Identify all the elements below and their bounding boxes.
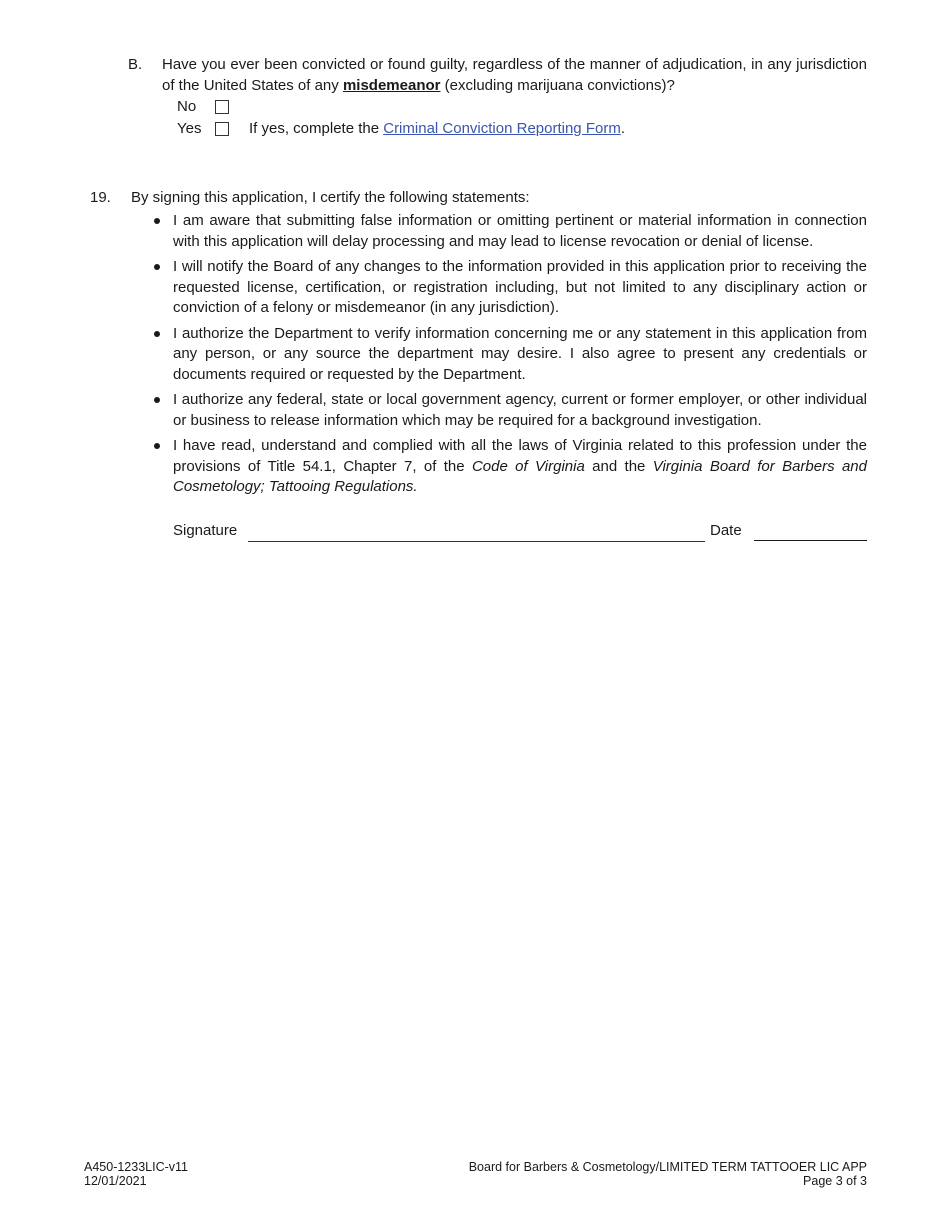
question-19-intro: By signing this application, I certify the following statements: — [131, 189, 530, 206]
certification-text: I will notify the Board of any changes to the information provided in this application prior to receiving the requested license, certification, or registration including, but not limited to any disciplinary action or conviction of a felony or misdemeanor (in any jurisdiction). — [173, 258, 867, 316]
certification-item — [152, 436, 867, 498]
option-no-row — [177, 97, 229, 117]
bullet-icon — [154, 331, 160, 337]
question-b-emphasis: misdemeanor — [342, 76, 441, 94]
footer-left — [84, 1160, 188, 1188]
bullet-icon — [154, 397, 160, 403]
certification-item — [152, 211, 867, 252]
bullet-icon — [154, 443, 160, 449]
footer-right — [450, 1160, 867, 1188]
form-id: A450-1233LIC-v11 — [84, 1160, 189, 1174]
option-yes-checkbox[interactable] — [215, 122, 229, 136]
certification-item — [152, 257, 867, 319]
form-date: 12/01/2021 — [84, 1174, 147, 1188]
page-number: Page 3 of 3 — [803, 1174, 867, 1188]
signature-label: Signature — [173, 522, 238, 539]
option-yes-row — [177, 119, 625, 139]
certification-item — [152, 390, 867, 431]
certification-list — [152, 211, 867, 503]
signature-field[interactable] — [248, 541, 705, 542]
yes-note-prefix: If yes, complete the — [249, 119, 384, 137]
certification-item — [152, 324, 867, 386]
option-no-checkbox[interactable] — [215, 100, 229, 114]
code-of-virginia-title: Code of Virginia — [471, 457, 585, 475]
option-no-label: No — [177, 97, 197, 115]
date-field[interactable] — [754, 540, 867, 541]
yes-note — [249, 119, 625, 140]
question-b-letter: B. — [128, 56, 143, 73]
certification-text: I authorize the Department to verify information concerning me or any statement in this application from any person, or any source the department may desire. I also agree to present any credentials or documents required or requested by the Department. — [173, 324, 867, 383]
certification-text — [173, 437, 867, 495]
date-label: Date — [710, 522, 742, 539]
question-19-number: 19. — [90, 189, 111, 206]
bullet-icon — [154, 218, 160, 224]
question-b-text-before: Have you ever been convicted or found guilty, regardless of the manner of adjudication, in any jurisdiction of the United States of any — [162, 56, 867, 94]
certification-text-part: I have read, understand and complied with all the laws of Virginia related to this profession under the provisions of Title 54.1, Chapter 7, of the — [173, 437, 867, 475]
yes-note-suffix: . — [620, 119, 625, 137]
bullet-icon — [154, 264, 160, 270]
certification-text: I am aware that submitting false information or omitting pertinent or material information in connection with this application will delay processing and may lead to license revocation or denial of license. — [173, 212, 867, 250]
question-b-text-after: (excluding marijuana convictions)? — [440, 76, 675, 94]
option-yes-label: Yes — [177, 119, 202, 137]
question-b-text — [162, 55, 867, 96]
board-title: Board for Barbers & Cosmetology/LIMITED TERM TATTOOER LIC APP — [468, 1160, 867, 1174]
certification-text-part: and the — [584, 457, 653, 475]
certification-text: I authorize any federal, state or local government agency, current or former employer, or other individual or business to release information which may be required for a background investigation. — [173, 391, 867, 429]
regulations-title: Virginia Board for Barbers and Cosmetology; Tattooing Regulations. — [173, 457, 867, 495]
criminal-conviction-form-link[interactable]: Criminal Conviction Reporting Form — [383, 119, 621, 137]
